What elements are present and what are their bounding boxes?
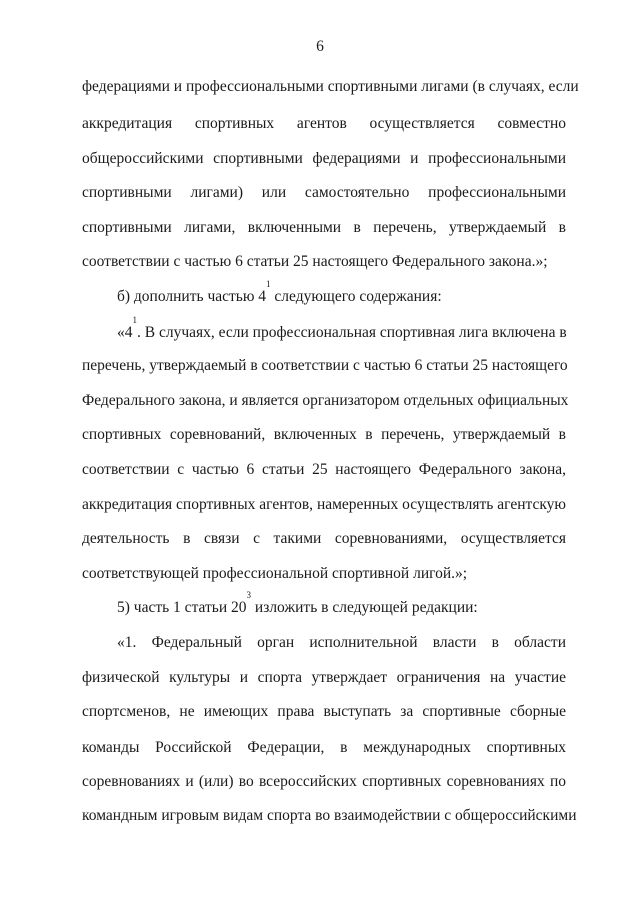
text-line: федерациями и профессиональными спортивными лигами (в случаях, если [82, 78, 579, 95]
text-line: физической культуры и спорта утверждает ограничения на участие [82, 669, 566, 686]
superscript: 1 [266, 279, 271, 289]
text-line: спортивными лигами, включенными в перечень, утверждаемый в [82, 219, 566, 236]
superscript: 1 [132, 315, 137, 325]
text-line: Федерального закона, и является организатором отдельных официальных [82, 392, 569, 409]
line-text: следующего содержания: [270, 288, 442, 305]
line-text: . В случаях, если профессиональная спортивная лига включена в [137, 324, 567, 341]
text-line: соответствии с частью 6 статьи 25 настоящего Федерального закона, [82, 461, 566, 478]
text-line: спортсменов, не имеющих права выступать за спортивные сборные [82, 703, 566, 720]
text-line: «1. Федеральный орган исполнительной власти в области [117, 634, 566, 651]
text-line: соревнованиях и (или) во всероссийских спортивных соревнованиях по [82, 773, 566, 790]
text-line-with-superscript [117, 279, 566, 307]
text-line: перечень, утверждаемый в соответствии с частью 6 статьи 25 настоящего [82, 357, 568, 374]
text-line-with-superscript [117, 590, 566, 618]
page-number: 6 [316, 38, 324, 55]
text-line: аккредитация спортивных агентов, намеренных осуществлять агентскую [82, 496, 566, 513]
text-line: спортивных соревнований, включенных в перечень, утверждаемый в [82, 426, 566, 443]
text-line: команды Российской Федерации, в международных спортивных [82, 739, 566, 756]
superscript: 3 [246, 590, 252, 600]
text-line: командным игровым видам спорта во взаимодействии с общероссийскими [82, 807, 577, 824]
text-line: деятельность в связи с такими соревнованиями, осуществляется [82, 530, 566, 547]
text-line: соответствующей профессиональной спортивной лигой.»; [82, 565, 468, 582]
line-text: 5) часть 1 статьи 20 [117, 599, 247, 616]
text-line-with-superscript [117, 315, 567, 343]
text-line: соответствии с частью 6 статьи 25 настоящего Федерального закона.»; [82, 253, 548, 270]
text-line: общероссийскими спортивными федерациями и профессиональными [82, 150, 566, 167]
text-line: аккредитация спортивных агентов осуществляется совместно [82, 115, 566, 132]
line-text: «4 [117, 324, 133, 341]
text-line: спортивными лигами) или самостоятельно профессиональными [82, 184, 566, 201]
line-text: изложить в следующей редакции: [251, 599, 478, 616]
line-text: б) дополнить частью 4 [117, 288, 267, 305]
